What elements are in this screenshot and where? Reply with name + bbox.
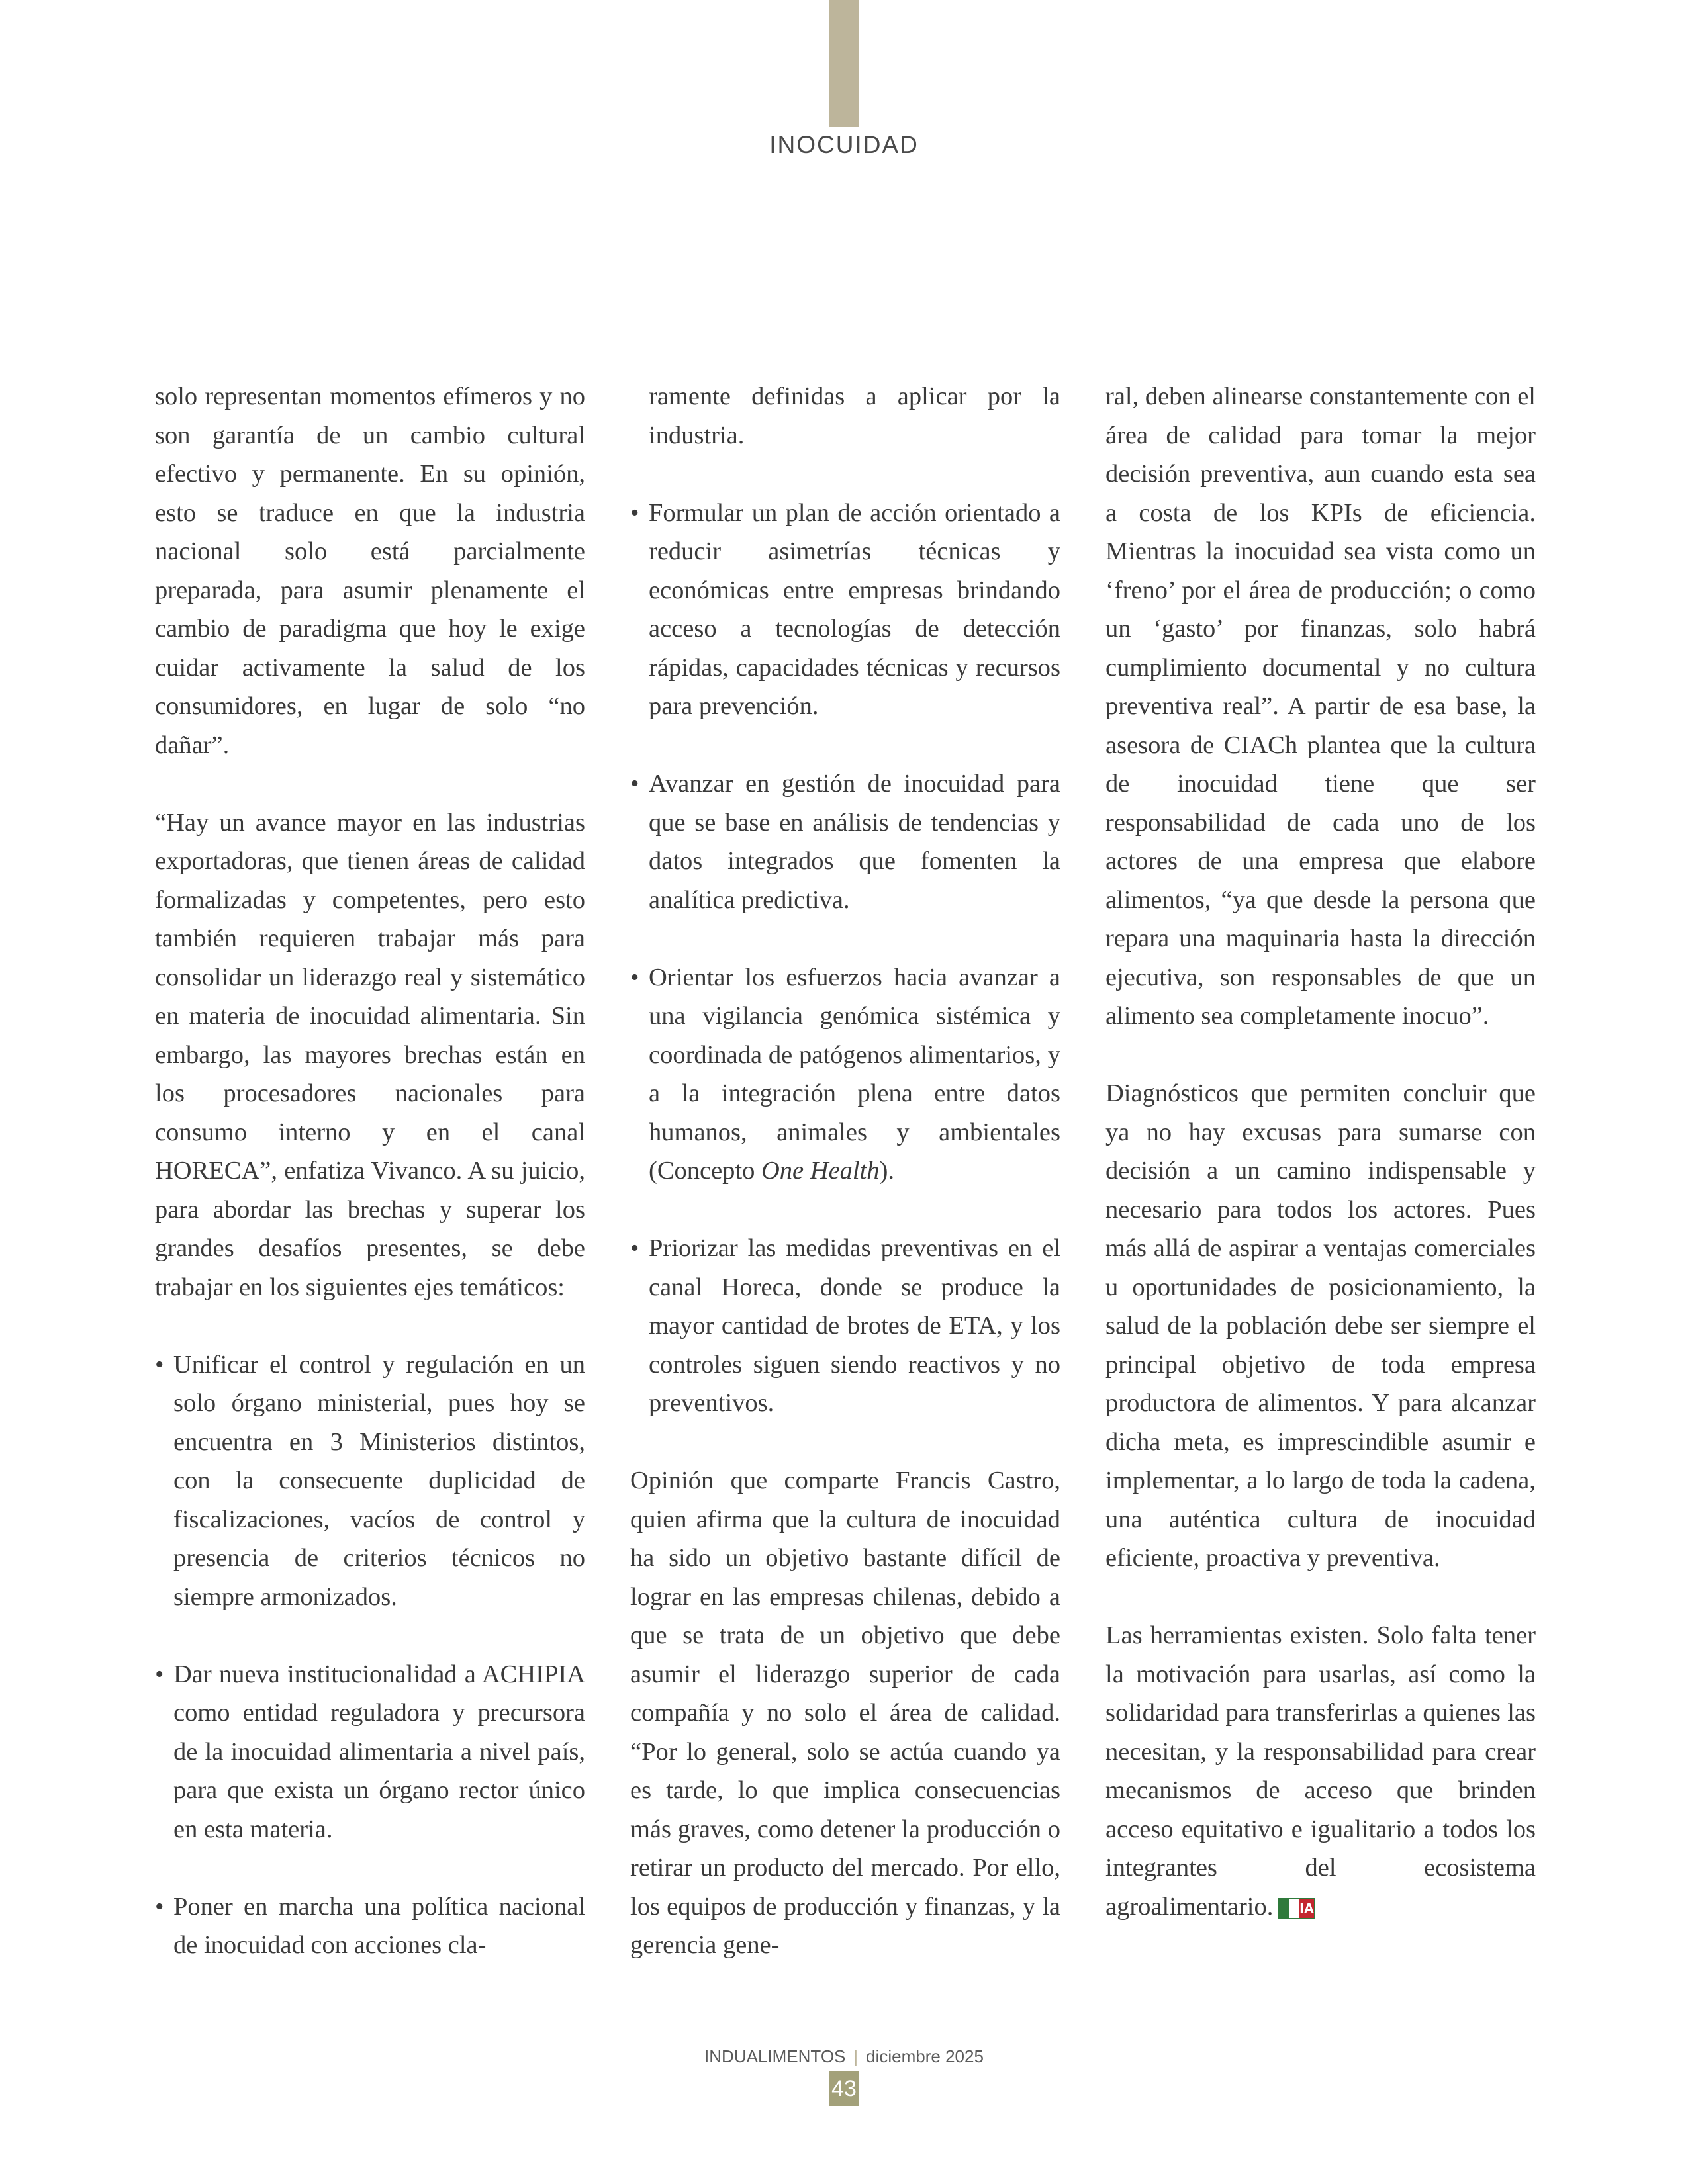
bullet-item — [155, 1888, 585, 1965]
bullet-item — [630, 1229, 1060, 1423]
bullet-icon: • — [155, 1892, 164, 1921]
section-title: INOCUIDAD — [769, 131, 919, 158]
column-2 — [630, 377, 1060, 2003]
bullet-text: Poner en marcha una política nacional de inocuidad con acciones cla- — [173, 1892, 585, 1959]
paragraph: “Hay un avance mayor en las industrias exportadoras, que tienen áreas de calidad formalizadas y competentes, pero esto también requieren trabajar más para consolidar un liderazgo real y sistemático en materia de inocuidad alimentaria. Sin embargo, las mayores brechas están en los procesadores nacionales para consumo interno y en el canal HORECA”, enfatiza Vivanco. A su juicio, para abordar las brechas y superar los grandes desafíos presentes, se debe trabajar en los siguientes ejes temáticos: — [155, 808, 585, 1301]
top-accent-bar — [829, 0, 859, 127]
bullet-item — [630, 958, 1060, 1191]
footer-date: diciembre 2025 — [866, 2046, 984, 2066]
bullet-item-continued — [630, 377, 1060, 455]
paragraph: solo representan momentos efímeros y no son garantía de un cambio cultural efectivo y permanente. En su opinión, esto se traduce en que la industria nacional solo está parcialmente preparada, para asumir plenamente el cambio de paradigma que hoy le exige cuidar activamente la salud de los consumidores, en lugar de solo “no dañar”. — [155, 383, 585, 759]
bullet-text-part: Orientar los esfuerzos hacia avanzar a una vigilancia genómica sistémica y coordinada de patógenos alimentarios, y a la integración plena entre datos humanos, animales y ambientales (Concepto — [649, 963, 1060, 1185]
bullet-item — [630, 764, 1060, 919]
bullet-item — [155, 1345, 585, 1617]
footer — [0, 2046, 1688, 2067]
bullet-icon: • — [630, 498, 639, 527]
bullet-item — [630, 494, 1060, 726]
bullet-icon: • — [155, 1350, 164, 1379]
bullet-text-part: ). — [879, 1157, 895, 1185]
bullet-icon: • — [630, 963, 639, 991]
bullet-text — [649, 964, 1060, 1185]
bullet-item — [155, 1655, 585, 1849]
paragraph: Diagnósticos que permiten concluir que ya no hay excusas para sumarse con decisión a un camino indispensable y necesario para todos los actores. Pues más allá de aspirar a ventajas comerciales u oportunidades de posicionamiento, la salud de la población debe ser siempre el principal objetivo de toda empresa productora de alimentos. Y para alcanzar dicha meta, es imprescindible asumir e implementar, a lo largo de toda la cadena, una auténtica cultura de inocuidad eficiente, proactiva y preventiva. — [1105, 1079, 1536, 1572]
paragraph — [1105, 1616, 1536, 1926]
bullet-text: Avanzar en gestión de inocuidad para que se base en análisis de tendencias y datos integrados que fomenten la analítica predictiva. — [649, 770, 1060, 914]
bullet-icon: • — [155, 1660, 164, 1688]
paragraph: Opinión que comparte Francis Castro, quien afirma que la cultura de inocuidad ha sido un objetivo bastante difícil de lograr en las empresas chilenas, debido a que se trata de un objetivo que debe asumir el liderazgo superior de cada compañía y no solo el área de calidad. “Por lo general, solo se actúa cuando ya es tarde, lo que implica consecuencias más graves, como detener la producción o retirar un producto del mercado. Por ello, los equipos de producción y finanzas, y la gerencia gene- — [630, 1467, 1060, 1959]
end-mark-logo-icon — [1278, 1898, 1315, 1919]
footer-magazine: INDUALIMENTOS — [704, 2046, 846, 2066]
column-1 — [155, 377, 585, 2003]
column-3 — [1105, 377, 1536, 1965]
bullet-emphasis: One Health — [761, 1157, 880, 1185]
bullet-text: Priorizar las medidas preventivas en el canal Horeca, donde se produce la mayor cantidad de brotes de ETA, y los controles siguen siendo reactivos y no preventivos. — [649, 1234, 1060, 1417]
paragraph-text: Las herramientas existen. Solo falta tener la motivación para usarlas, así como la solidaridad para transferirlas a quienes las necesitan, y la responsabilidad para crear mecanismos de acceso que brinden acceso equitativo e igualitario a todos los integrantes del ecosistema agroalimentario. — [1105, 1621, 1536, 1921]
bullet-text: Unificar el control y regulación en un solo órgano ministerial, pues hoy se encuentra en 3 Ministerios distintos, con la consecuente duplicidad de fiscalizaciones, vacíos de control y presencia de criterios técnicos no siempre armonizados. — [173, 1350, 585, 1611]
footer-separator: | — [853, 2046, 859, 2066]
page-number: 43 — [829, 2071, 859, 2106]
bullet-icon: • — [630, 1234, 639, 1262]
paragraph: ral, deben alinearse constantemente con el área de calidad para tomar la mejor decisión preventiva, aun cuando esta sea a costa de los KPIs de eficiencia. Mientras la inocuidad sea vista como un ‘freno’ por el área de producción; o como un ‘gasto’ por finanzas, solo habrá cumplimiento documental y no cultura preventiva real”. A partir de esa base, la asesora de CIACh plantea que la cultura de inocuidad tiene que ser responsabilidad de cada uno de los actores de una empresa que elabore alimentos, “ya que desde la persona que repara una maquinaria hasta la dirección ejecutiva, son responsables de que un alimento sea completamente inocuo”. — [1105, 383, 1536, 1030]
end-mark-text: IA — [1299, 1899, 1315, 1917]
bullet-text: ramente definidas a aplicar por la industria. — [649, 383, 1060, 449]
bullet-icon: • — [630, 770, 639, 797]
bullet-text: Dar nueva institucionalidad a ACHIPIA como entidad reguladora y precursora de la inocuidad alimentaria a nivel país, para que exista un órgano rector único en esta materia. — [173, 1660, 585, 1843]
bullet-text: Formular un plan de acción orientado a reducir asimetrías técnicas y económicas entre empresas brindando acceso a tecnologías de detección rápidas, capacidades técnicas y recursos para prevención. — [649, 498, 1060, 720]
